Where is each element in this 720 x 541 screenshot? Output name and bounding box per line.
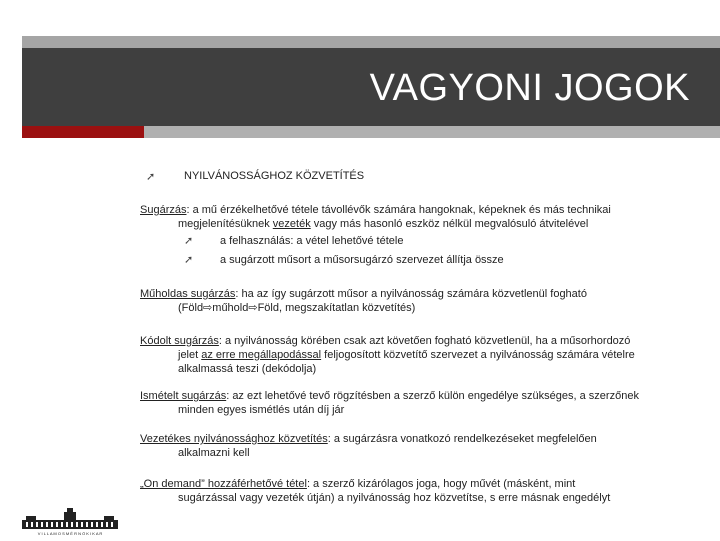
paragraph-text: : az ezt lehetővé tevő rögzítésben a szerző külön engedélye szükséges, a szerzőnek <box>226 390 639 402</box>
paragraph-text: (Föld⇨műhold⇨Föld, megszakítatlan közvetítés) <box>178 302 416 314</box>
term: Ismételt sugárzás <box>140 390 227 402</box>
paragraph-text: sugárzással vagy vezeték útján) a nyilvánosság hoz közvetítse, s erre másnak engedélyt <box>178 492 611 504</box>
paragraph-text: jelet <box>178 349 202 361</box>
paragraph-text: : ha az így sugárzott műsor a nyilvánosság számára közvetlenül fogható <box>235 288 587 300</box>
paragraph-muholdas <box>140 287 710 315</box>
university-logo <box>20 508 120 536</box>
paragraph-text: vagy más hasonló eszköz nélkül megvalósuló átvitelével <box>310 218 589 230</box>
paragraph-text: : a sugárzásra vonatkozó rendelkezéseket megfelelően <box>327 433 597 445</box>
arrow-bullet-icon: ➚ <box>146 171 156 183</box>
accent-band-grey <box>144 126 720 138</box>
paragraph-text: feljogosított közvetítő szervezet a nyilvánosság számára vételre <box>321 349 635 361</box>
paragraph-text: alkalmassá teszi (dekódolja) <box>178 363 317 375</box>
slide-title: VAGYONI JOGOK <box>369 67 690 109</box>
sub-item: a sugárzott műsort a műsorsugárzó szervezet állítja össze <box>220 254 504 266</box>
underlined-text: az erre megállapodással <box>201 349 322 361</box>
paragraph-text: : a szerző kizárólagos joga, hogy művét (másként, mint <box>306 478 576 490</box>
term: Vezetékes nyilvánossághoz közvetítés <box>140 433 328 445</box>
paragraph-text: megjelenítésüknek <box>178 218 273 230</box>
paragraph-text: : a mű érzékelhetővé tétele távollévők számára hangoknak, képeknek és más technikai <box>186 204 611 216</box>
term: Sugárzás <box>140 204 187 216</box>
logo-caption: V I L L A M O S M É R N Ö K I K A R <box>37 531 103 536</box>
section-heading: NYILVÁNOSSÁGHOZ KÖZVETÍTÉS <box>184 170 365 182</box>
underlined-text: vezeték <box>272 218 311 230</box>
slide-header <box>22 48 720 126</box>
term: Műholdas sugárzás <box>140 288 236 300</box>
paragraph-vezetekes <box>140 432 710 460</box>
paragraph-text: alkalmazni kell <box>178 447 250 459</box>
header-top-strip <box>22 36 720 48</box>
paragraph-ismetelt <box>140 389 710 417</box>
arrow-bullet-icon: ➚ <box>184 254 194 266</box>
accent-band-red <box>22 126 144 138</box>
term: Kódolt sugárzás <box>140 335 219 347</box>
paragraph-text: : a nyilvánosság körében csak azt követően fogható közvetlenül, ha a műsorhordozó <box>218 335 631 347</box>
arrow-bullet-icon: ➚ <box>184 235 194 247</box>
term: „On demand” hozzáférhetővé tétel <box>140 478 307 490</box>
building-logo-icon <box>20 508 120 536</box>
paragraph-on-demand <box>140 477 710 505</box>
sub-item: a felhasználás: a vétel lehetővé tétele <box>220 235 404 247</box>
paragraph-text: minden egyes ismétlés után díj jár <box>178 404 345 416</box>
paragraph-kodolt <box>140 334 710 376</box>
paragraph-sugarzas <box>140 203 710 231</box>
